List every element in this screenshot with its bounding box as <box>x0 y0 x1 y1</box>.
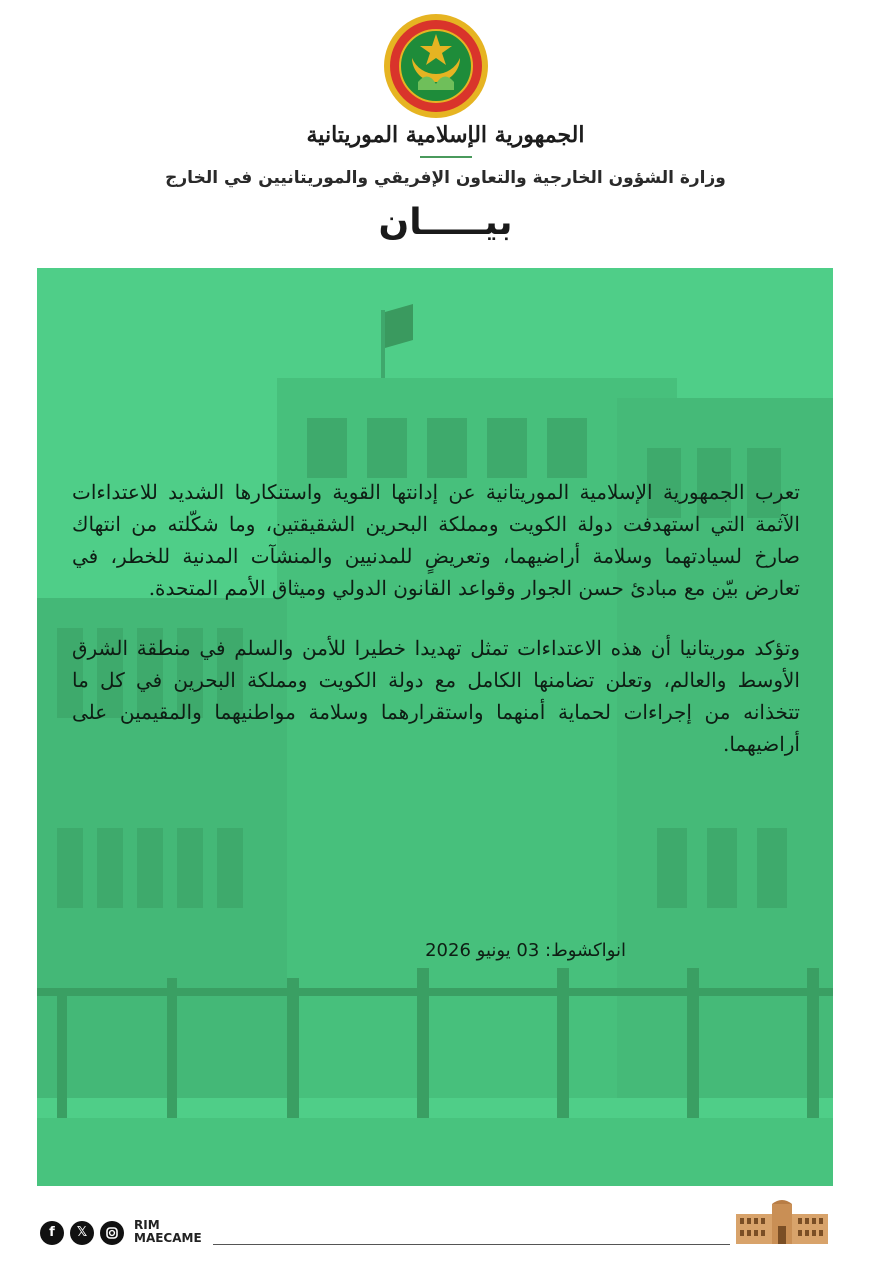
footer-rule <box>213 1244 730 1245</box>
ministry-building-icon <box>732 1196 832 1246</box>
instagram-glyph <box>100 1221 124 1245</box>
brand-line-2: MAECAME <box>134 1231 202 1245</box>
statement-date: انواكشوط: 03 يونيو 2026 <box>425 940 626 961</box>
footer-brand <box>134 1219 202 1245</box>
statement-paragraph-1: تعرب الجمهورية الإسلامية الموريتانية عن إدانتها القوية واستنكارها الشديد للاعتداءات الآثمة التي استهدفت دولة الكويت ومملكة البحرين الشقيقتين، وما شكّلته من انتهاك صارخ لسيادتهما وسلامة أراضيهما، وتعريضٍ للمدنيين والمنشآت المدنية للخطر، في تعارض بيّن مع مبادئ حسن الجوار وقواعد القانون الدولي وميثاق الأمم المتحدة. <box>72 480 800 600</box>
instagram-icon[interactable] <box>100 1221 124 1245</box>
statement-title: بيـــــان <box>378 202 513 243</box>
facebook-icon[interactable]: f <box>40 1221 64 1245</box>
x-icon[interactable]: 𝕏 <box>70 1221 94 1245</box>
ministry-name: وزارة الشؤون الخارجية والتعاون الإفريقي والموريتانيين في الخارج <box>165 168 726 188</box>
statement-body <box>72 476 800 788</box>
republic-name: الجمهورية الإسلامية الموريتانية <box>306 122 585 148</box>
header-divider <box>420 156 472 158</box>
brand-line-1: RIM <box>134 1218 160 1232</box>
statement-panel <box>37 268 833 1186</box>
coat-of-arms-icon <box>382 12 490 120</box>
statement-paragraph-2: وتؤكد موريتانيا أن هذه الاعتداءات تمثل تهديدا خطيرا للأمن والسلم في منطقة الشرق الأوسط والعالم، وتعلن تضامنها الكامل مع دولة الكويت ومملكة البحرين في كل ما تتخذانه من إجراءات لحماية أمنهما واستقرارهما وسلامة مواطنيهما والمقيمين على أراضيهما. <box>72 636 800 756</box>
